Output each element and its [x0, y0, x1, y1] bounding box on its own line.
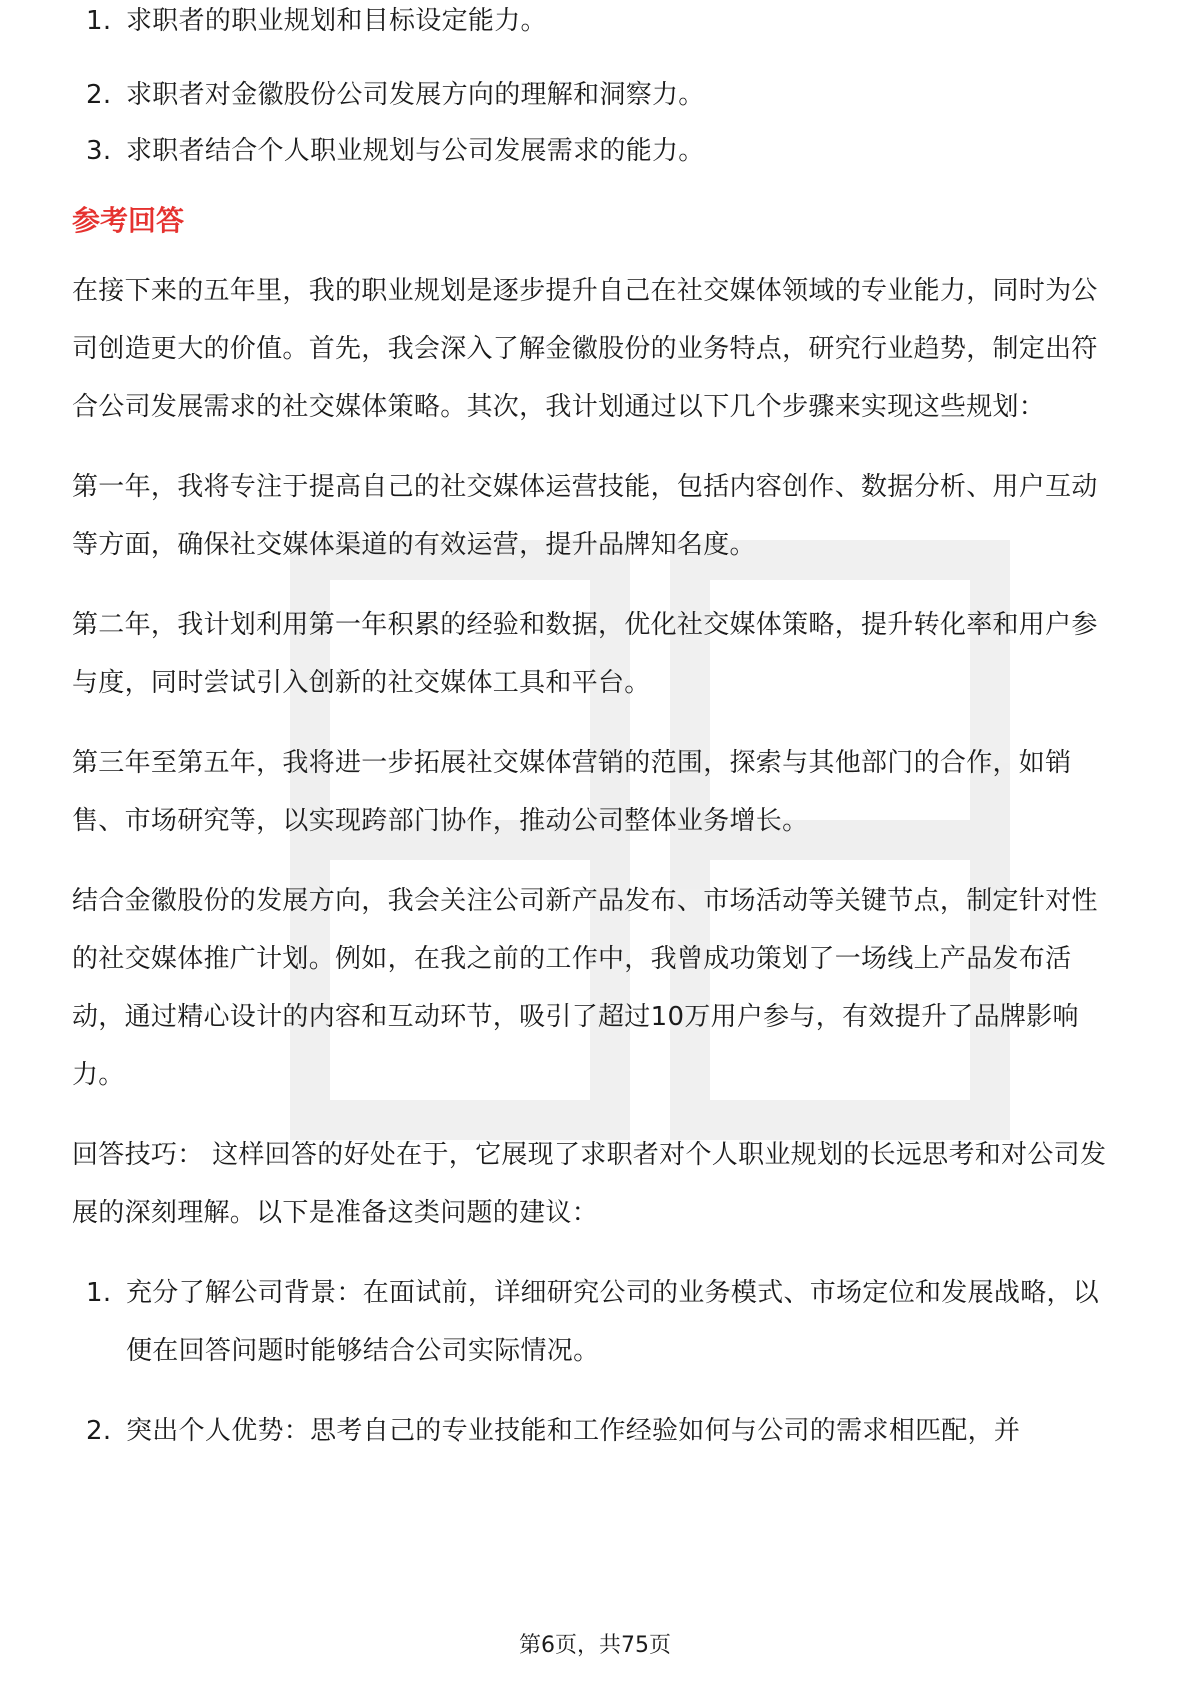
paragraph: 第三年至第五年，我将进一步拓展社交媒体营销的范围，探索与其他部门的合作，如销售、市场研究等，以实现跨部门协作，推动公司整体业务增长。: [72, 748, 1072, 836]
tips-list: [72, 1264, 1122, 1460]
list-text: 求职者结合个人职业规划与公司发展需求的能力。: [126, 136, 705, 166]
document-content: [72, 6, 1122, 1460]
list-text: 充分了解公司背景：在面试前，详细研究公司的业务模式、市场定位和发展战略，以便在回答问题时能够结合公司实际情况。: [126, 1278, 1100, 1366]
list-item: [72, 1402, 1122, 1460]
paragraph: 结合金徽股份的发展方向，我会关注公司新产品发布、市场活动等关键节点，制定针对性的社交媒体推广计划。例如，在我之前的工作中，我曾成功策划了一场线上产品发布活动，通过精心设计的内容和互动环节，吸引了超过10万用户参与，有效提升了品牌影响力。: [72, 886, 1098, 1090]
paragraph: 第二年，我计划利用第一年积累的经验和数据，优化社交媒体策略，提升转化率和用户参与度，同时尝试引入创新的社交媒体工具和平台。: [72, 610, 1098, 698]
list-number: 1.: [86, 6, 112, 36]
paragraph: 在接下来的五年里，我的职业规划是逐步提升自己在社交媒体领域的专业能力，同时为公司创造更大的价值。首先，我会深入了解金徽股份的业务特点，研究行业趋势，制定出符合公司发展需求的社交媒体策略。其次，我计划通过以下几个步骤来实现这些规划：: [72, 276, 1098, 422]
list-number: 2.: [86, 80, 112, 110]
list-item: [72, 1264, 1122, 1380]
list-item: [72, 66, 1122, 124]
list-number: 3.: [86, 136, 112, 166]
list-item: [72, 122, 1122, 180]
top-list: [72, 66, 1122, 180]
answer-tips-intro: 回答技巧： 这样回答的好处在于，它展现了求职者对个人职业规划的长远思考和对公司发展的深刻理解。以下是准备这类问题的建议：: [72, 1140, 1107, 1228]
list-text: 突出个人优势：思考自己的专业技能和工作经验如何与公司的需求相匹配，并: [126, 1416, 1021, 1446]
list-number: 1.: [86, 1278, 112, 1308]
page-number-footer: 第6页，共75页: [519, 1633, 671, 1658]
list-item: [72, 0, 1122, 50]
list-text: 求职者的职业规划和目标设定能力。: [126, 6, 547, 36]
list-text: 求职者对金徽股份公司发展方向的理解和洞察力。: [126, 80, 705, 110]
top-list-clipped: [72, 6, 1122, 50]
list-number: 2.: [86, 1416, 112, 1446]
paragraph: 第一年，我将专注于提高自己的社交媒体运营技能，包括内容创作、数据分析、用户互动等方面，确保社交媒体渠道的有效运营，提升品牌知名度。: [72, 472, 1098, 560]
section-heading: 参考回答: [72, 204, 185, 237]
